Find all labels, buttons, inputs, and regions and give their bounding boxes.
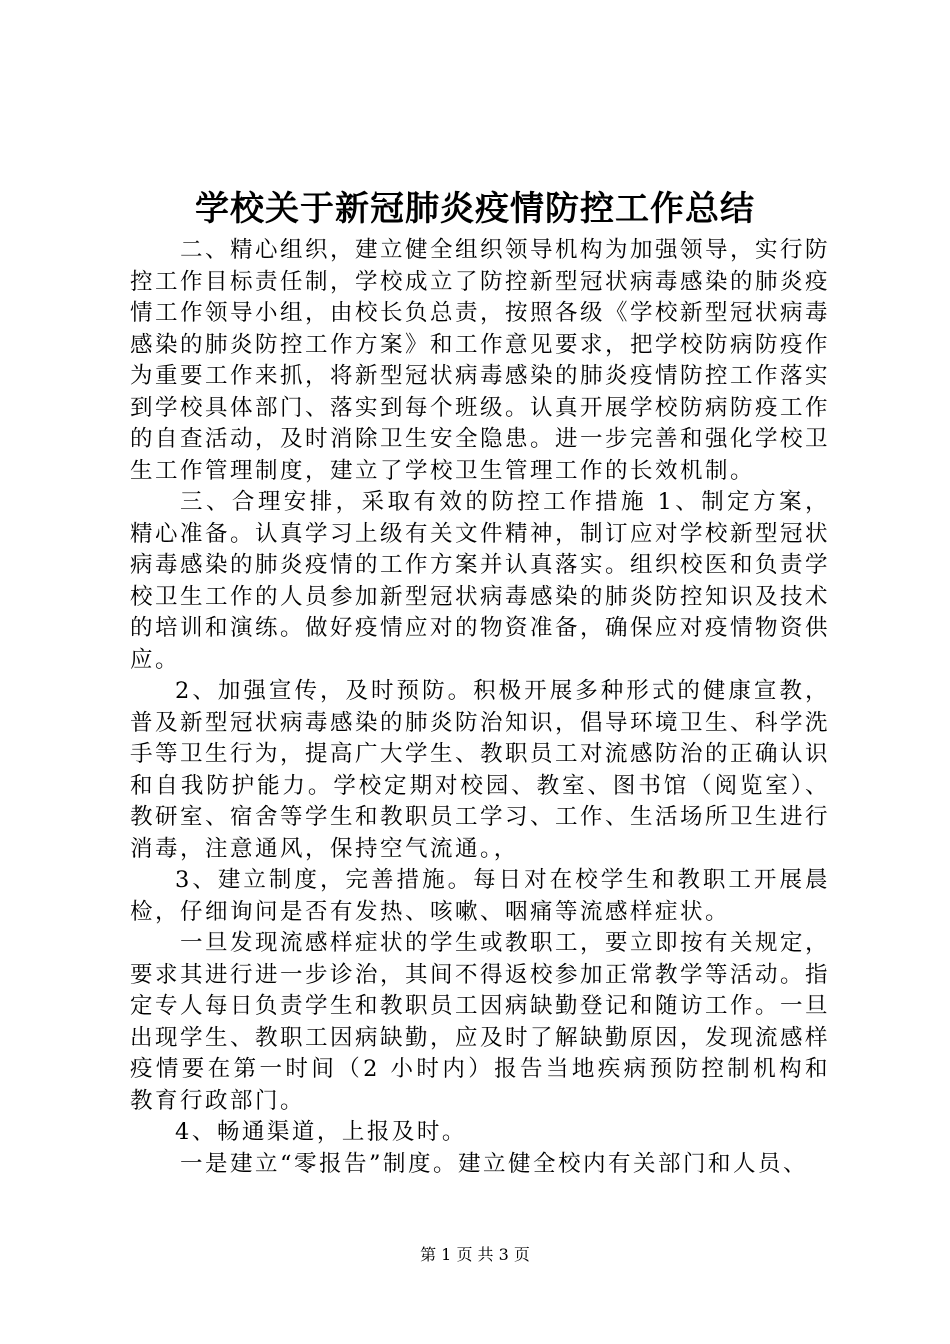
paragraph-zero-report: 一是建立“零报告”制度。建立健全校内有关部门和人员、 (180, 1150, 809, 1177)
page-number-footer: 第 1 页 共 3 页 (420, 1245, 530, 1264)
document-title: 学校关于新冠肺炎疫情防控工作总结 (195, 189, 755, 229)
document-body (130, 235, 830, 1180)
paragraph-channels: 4、畅通渠道，上报及时。 (175, 1119, 467, 1145)
paragraph-system: 3、建立制度，完善措施。每日对在校学生和教职工开展晨检，仔细询问是否有发热、咳嗽、咽痛等流感样症状。 (130, 867, 830, 925)
paragraph-organization: 二、精心组织，建立健全组织领导机构为加强领导，实行防控工作目标责任制，学校成立了防控新型冠状病毒感染的肺炎疫情工作领导小组，由校长负总责，按照各级《学校新型冠状病毒感染的肺炎防控工作方案》和工作意见要求，把学校防病防疫作为重要工作来抓，将新型冠状病毒感染的肺炎疫情防控工作落实到学校具体部门、落实到每个班级。认真开展学校防病防疫工作的自查活动，及时消除卫生安全隐患。进一步完善和强化学校卫生工作管理制度，建立了学校卫生管理工作的长效机制。 (130, 237, 831, 484)
paragraph-measures: 三、合理安排，采取有效的防控工作措施 1、制定方案，精心准备。认真学习上级有关文件精神，制订应对学校新型冠状病毒感染的肺炎疫情的工作方案并认真落实。组织校医和负责学校卫生工作的人员参加新型冠状病毒感染的肺炎防控知识及技术的培训和演练。做好疫情应对的物资准备，确保应对疫情物资供应。 (130, 489, 831, 673)
paragraph-symptoms: 一旦发现流感样症状的学生或教职工，要立即按有关规定，要求其进行进一步诊治，其间不得返校参加正常教学等活动。指定专人每日负责学生和教职员工因病缺勤登记和随访工作。一旦出现学生、教职工因病缺勤，应及时了解缺勤原因，发现流感样疫情要在第一时间（2 小时内）报告当地疾病预防控制机构和教育行政部门。 (130, 930, 831, 1114)
paragraph-publicity: 2、加强宣传，及时预防。积极开展多种形式的健康宣教，普及新型冠状病毒感染的肺炎防治知识，倡导环境卫生、科学洗手等卫生行为，提高广大学生、教职员工对流感防治的正确认识和自我防护能力。学校定期对校园、教室、图书馆（阅览室）、教研室、宿舍等学生和教职员工学习、工作、生活场所卫生进行消毒，注意通风，保持空气流通。， (130, 678, 831, 862)
